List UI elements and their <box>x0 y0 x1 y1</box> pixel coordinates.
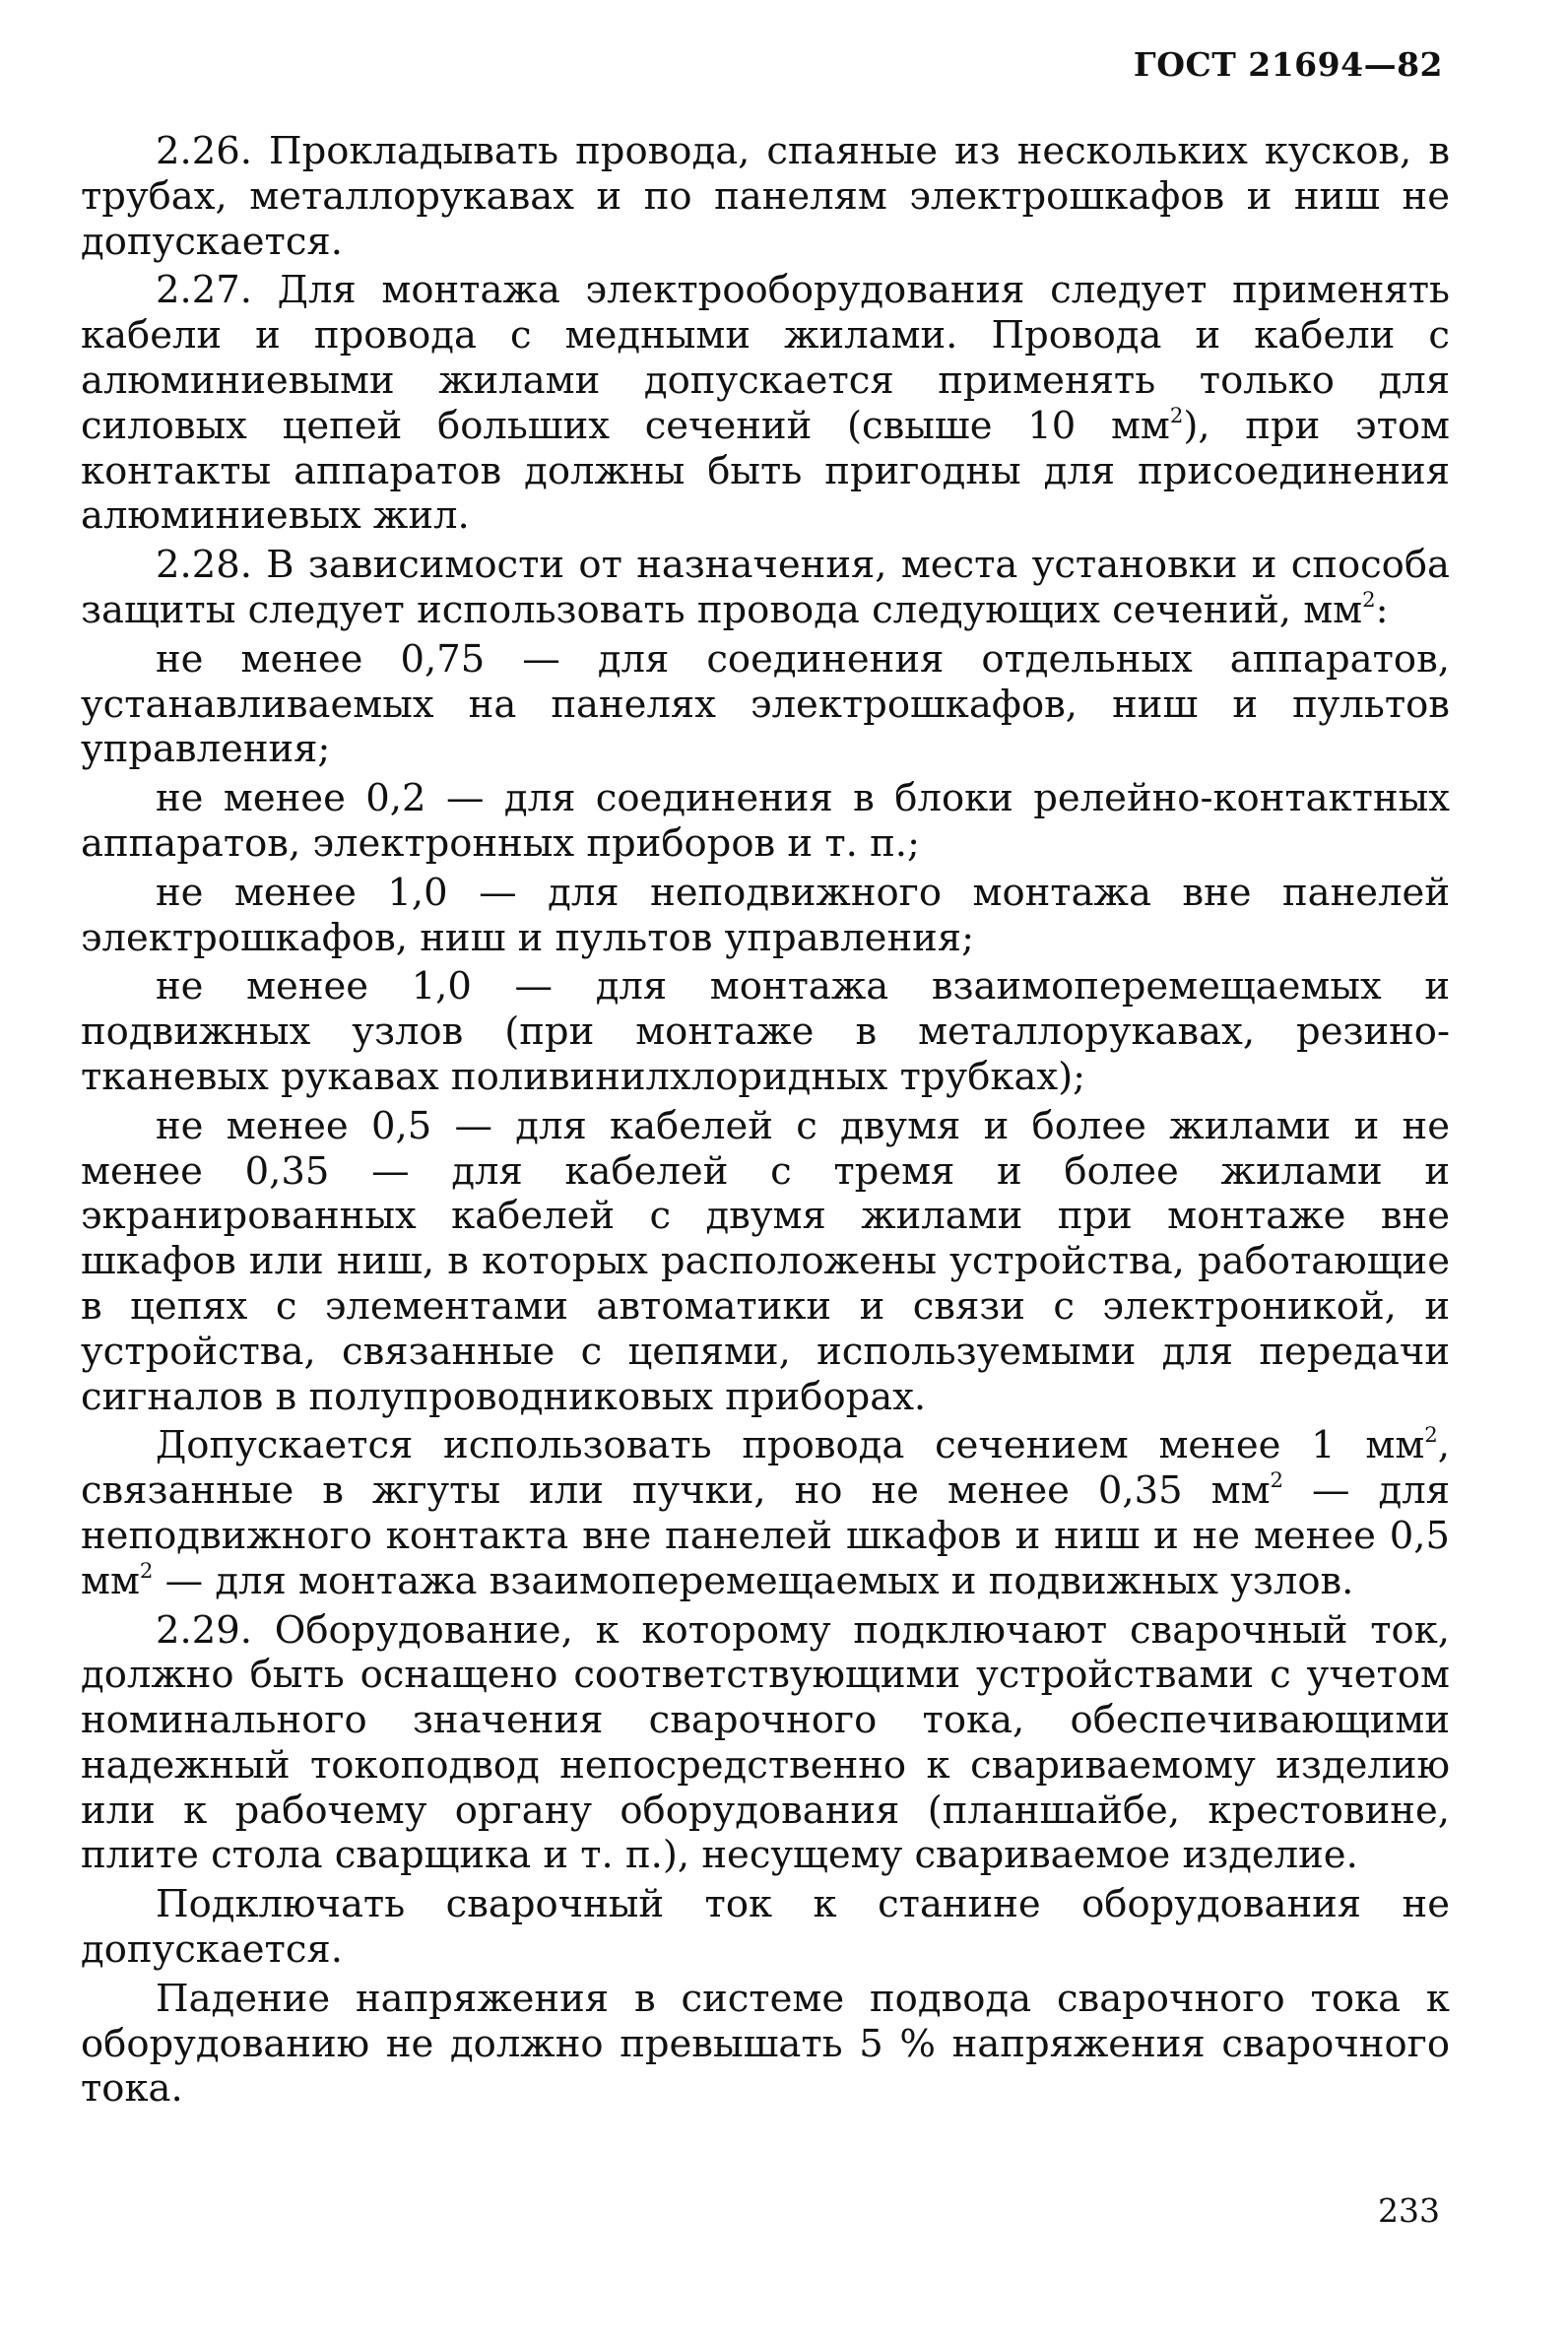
list-item-1-0-fixed: не менее 1,0 — для неподвижного монтажа вне панелей электрошкафов, ниш и пультов управления; <box>81 870 1450 960</box>
document-body <box>81 129 1450 2112</box>
page-number: 233 <box>1378 2191 1440 2230</box>
paragraph-2-29: 2.29. Оборудование, к которому подключают сварочный ток, должно быть оснащено соответствующими устройствами с учетом номинального значения сварочного тока, обеспечивающими надежный токоподвод непосредственно к свариваемому изделию или к рабочему органу оборудования (планшайбе, крестовине, плите стола сварщика и т. п.), несущему свариваемое изделие. <box>81 1607 1450 1878</box>
paragraph-frame-connection: Подключать сварочный ток к станине оборудования не допускается. <box>81 1882 1450 1973</box>
list-item-0-75: не менее 0,75 — для соединения отдельных аппаратов, устанавливаемых на панелях электрошкафов, ниш и пультов управления; <box>81 636 1450 772</box>
list-item-0-2: не менее 0,2 — для соединения в блоки релейно-контактных аппаратов, электронных приборов и т. п.; <box>81 776 1450 866</box>
paragraph-2-27: 2.27. Для монтажа электрооборудования следует применять кабели и провода с медными жилами. Провода и кабели с алюминиевыми жилами допускается применять только для силовых цепей больших сечений (свыше 10 $мм^2$), при этом контакты аппаратов должны быть пригодны для присоединения алюминиевых жил. <box>81 268 1450 539</box>
list-item-0-5: не менее 0,5 — для кабелей с двумя и более жилами и не менее 0,35 — для кабелей с тремя и более жилами и экранированных кабелей с двумя жилами при монтаже вне шкафов или ниш, в которых расположены устройства, работающие в цепях с элементами автоматики и связи с электроникой, и устройства, связанные с цепями, используемыми для передачи сигналов в полупроводниковых приборах. <box>81 1103 1450 1419</box>
paragraph-allowed-wires: Допускается использовать провода сечением менее 1 $мм^2$, связанные в жгуты или пучки, но не менее 0,35 $мм^2$ — для неподвижного контакта вне панелей шкафов и ниш и не менее 0,5 $мм^2$ — для монтажа взаимоперемещаемых и подвижных узлов. <box>81 1422 1450 1603</box>
paragraph-voltage-drop: Падение напряжения в системе подвода сварочного тока к оборудованию не должно превышать 5 % напряжения сварочного тока. <box>81 1976 1450 2112</box>
paragraph-2-28: 2.28. В зависимости от назначения, места установки и способа защиты следует использовать провода следующих сечений, $мм^2$: <box>81 543 1450 632</box>
list-item-1-0-movable: не менее 1,0 — для монтажа взаимоперемещаемых и подвижных узлов (при монтаже в металлорукавах, резино-тканевых рукавах поливинилхлоридных трубках); <box>81 964 1450 1099</box>
document-header: ГОСТ 21694—82 <box>1133 45 1443 84</box>
paragraph-2-26: 2.26. Прокладывать провода, спаяные из нескольких кусков, в трубах, металлорукавах и по панелям электрошкафов и ниш не допускается. <box>81 129 1450 264</box>
